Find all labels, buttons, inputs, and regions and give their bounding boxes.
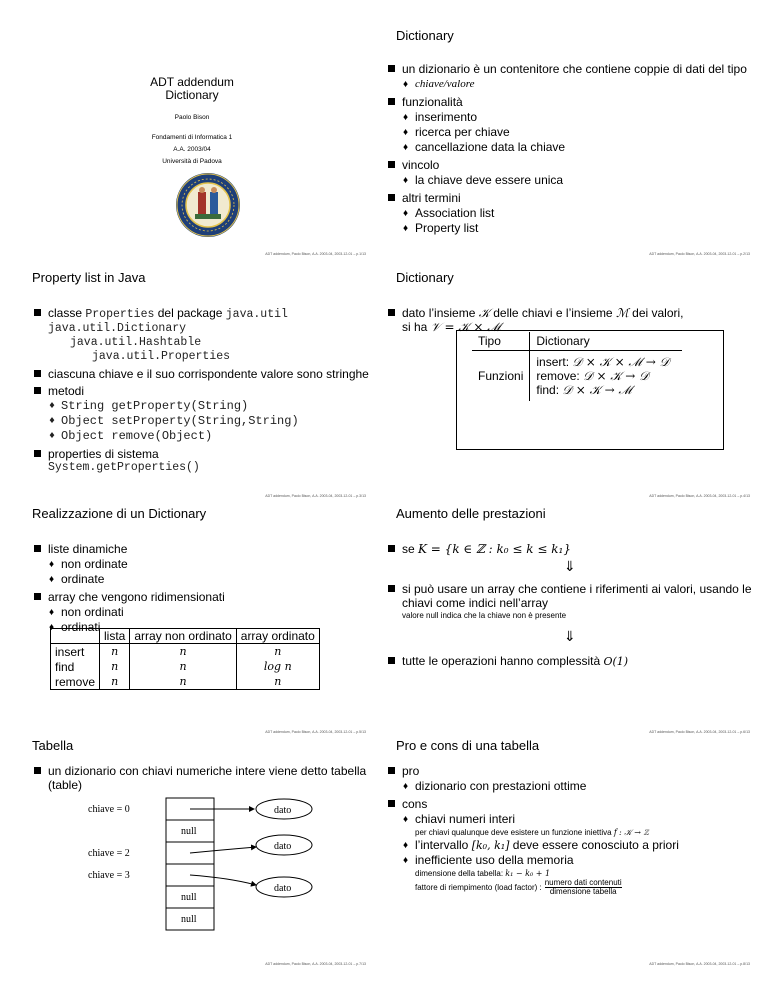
bullet: ciascuna chiave e il suo corrispondente valore sono stringhe [34,367,372,381]
method-item: ♦ Object remove(Object) [48,429,372,444]
table-header: array ordinato [236,629,319,644]
table-cell: n [130,674,236,690]
bullet: si può usare un array che contiene i riferimenti ai valori, usando le chiavi come indici nell’array valore null indica che la chiave non è presente [388,582,756,621]
table-cell: n [274,675,282,688]
sub-bullet: ♦ chiave/valore [402,77,754,92]
info-block [0,132,384,168]
bullet: un dizionario è un contenitore che contiene coppie di dati del tipo ♦ chiave/valore [388,62,754,92]
key-label: chiave = 2 [88,848,130,859]
bullet: liste dinamiche ♦ non ordinate ♦ ordinate [34,542,372,587]
doc-subtitle: Dictionary [165,88,219,102]
sub-bullet: ♦ ordinati [48,620,372,635]
implies-arrow-icon: ⇓ [564,558,576,574]
note: valore null indica che la chiave non è presente [402,611,567,620]
implies-arrow-icon: ⇓ [564,628,576,644]
slide-tabella: Tabella un dizionario con chiavi numeriche intere viene detto tabella (table) chiave = 0 chiave = 2 chiave = 3 null null null dato dato dato ADT addendum, Paolo Bison, A.A. 2003-04, 2003-12-01 – p.7/13 [0,730,384,970]
class-hierarchy: java.util.Dictionary java.util.Hashtable java.util.Properties [48,322,231,363]
sub-bullet: ♦ non ordinate [48,557,372,572]
table-cell: n [274,645,282,658]
university-seal-icon [175,172,241,238]
sub-bullet: ♦ cancellazione data la chiave [402,140,754,155]
slide-title-page: ADT addendum Dictionary Paolo Bison Fondamenti di Informatica 1 A.A. 2003/04 Università di Padova ADT addendum, Paolo Bison, A.A. 2003-04, 2003-12-01 – p.1/13 [0,20,384,260]
bullet: pro ♦ dizionario con prestazioni ottime [388,764,756,794]
cell-null: null [181,826,197,837]
table-cell: n [130,644,236,660]
slide-title: Dictionary [396,28,454,43]
slide-dictionary: Dictionary un dizionario è un contenitore che contiene coppie di dati del tipo ♦ chiave/valore funzionalità ♦ inserimento ♦ ricerca per chiave ♦ cancellazione data la chiave vincolo ♦ la chiave deve essere unica altri termini ♦ Association list ♦ Property list ADT addendum, Paolo Bison, A.A. 2003-04, 2003-12-01 – p.2/13 [384,20,768,260]
cell-null: null [181,892,197,903]
sub-bullet: ♦ inefficiente uso della memoria dimensione della tabella: k₁ − k₀ + 1 fattore di riempimento (load factor) : numero dati contenuti dimensione tabella [402,853,756,896]
academic-year: A.A. 2003/04 [173,146,211,153]
table-header: Dictionary [530,332,683,351]
slide-title: Property list in Java [32,270,146,285]
method-item: ♦ String getProperty(String) [48,399,372,414]
sub-bullet: ♦ ricerca per chiave [402,125,754,140]
slide-dictionary-definition: Dictionary dato l’insieme 𝒦 delle chiavi e l’insieme ℳ dei valori, si ha 𝒱 = 𝒦 × ℳ Tipo Dictionary Funzioni insert: 𝒟 × 𝒦 × ℳ → 𝒟 remove: 𝒟 × 𝒦 → 𝒟 find: 𝒟 × 𝒦 → ℳ ADT addendum, Paolo Bison, A.A. 2003-04, 2003-12-01 – p.4/13 [384,262,768,502]
slide-title: Realizzazione di un Dictionary [32,506,207,521]
bullet: metodi ♦ String getProperty(String) ♦ Object setProperty(String,String) ♦ Object remove(Object) [34,384,372,444]
bullet: array che vengono ridimensionati ♦ non ordinati ♦ ordinati [34,590,372,635]
bullet: classe Properties del package java.util java.util.Dictionary java.util.Hashtable java.util.Properties [34,306,372,364]
table-cell: n [100,659,130,674]
university: Università di Padova [162,158,222,165]
bullet: funzionalità ♦ inserimento ♦ ricerca per chiave ♦ cancellazione data la chiave [388,95,754,155]
table-header: array non ordinato [130,629,236,644]
sub-bullet: ♦ ordinate [48,572,372,587]
value-node: dato [274,883,292,894]
table-cell: n [100,644,130,660]
table-header [51,629,100,644]
complexity-table [50,628,320,690]
bullet: altri termini ♦ Association list ♦ Property list [388,191,754,236]
sub-bullet: ♦ Association list [402,206,754,221]
sub-bullet: ♦ Property list [402,221,754,236]
table-cell: log n [263,660,292,673]
sub-bullet: ♦ non ordinati [48,605,372,620]
slide-title: Aumento delle prestazioni [396,506,546,521]
table-header: Tipo [472,332,530,351]
table-cell: insert: 𝒟 × 𝒦 × ℳ → 𝒟 remove: 𝒟 × 𝒦 → 𝒟 find: 𝒟 × 𝒦 → ℳ [536,355,670,397]
sub-bullet: ♦ l’intervallo [k₀, k₁] deve essere conosciuto a priori [402,838,756,853]
slide-aumento-prestazioni: Aumento delle prestazioni se K = {k ∈ ℤ : k₀ ≤ k ≤ k₁} ⇓ si può usare un array che contiene i riferimenti ai valori, usando le chiavi come indici nell’array valore null indica che la chiave non è presente ⇓ tutte le operazioni hanno complessità O(1) ADT addendum, Paolo Bison, A.A. 2003-04, 2003-12-01 – p.6/13 [384,498,768,738]
bullet: vincolo ♦ la chiave deve essere unica [388,158,754,188]
sub-bullet: ♦ dizionario con prestazioni ottime [402,779,756,794]
cell-null: null [181,914,197,925]
value-node: dato [274,805,292,816]
sub-bullet: ♦ chiavi numeri interi per chiavi qualunque deve esistere un funzione iniettiva f : 𝒦 → ℤ [402,812,756,838]
key-label: chiave = 0 [88,804,130,815]
table-row-label: find [51,659,100,674]
table-frame [456,330,724,450]
value-node: dato [274,841,292,852]
bullet: se K = {k ∈ ℤ : k₀ ≤ k ≤ k₁} [388,542,756,556]
key-label: chiave = 3 [88,870,130,881]
table-header: lista [100,629,130,644]
sub-bullet: ♦ inserimento [402,110,754,125]
method-item: ♦ Object setProperty(String,String) [48,414,372,429]
slide-title: Tabella [32,738,74,753]
title-block [0,76,384,102]
bullet: tutte le operazioni hanno complessità O(1) [388,654,756,669]
bullet: dato l’insieme 𝒦 delle chiavi e l’insieme ℳ dei valori, si ha 𝒱 = 𝒦 × ℳ [388,306,756,334]
table-cell: n [130,659,236,674]
table-cell: n [100,674,130,690]
table-cell: Funzioni [472,351,530,402]
table-diagram [80,792,340,964]
table-row-label: insert [51,644,100,660]
course: Fondamenti di Informatica 1 [151,134,233,141]
author: Paolo Bison [174,114,210,121]
doc-title: ADT addendum [150,75,234,89]
slide-title: Pro e cons di una tabella [396,738,540,753]
table-row-label: remove [51,674,100,690]
slide-realizzazione: Realizzazione di un Dictionary liste dinamiche ♦ non ordinate ♦ ordinate array che vengono ridimensionati ♦ non ordinati ♦ ordinati lista array non ordinato array ordinato insert n n n find n n log n remove n n n ADT addendum, Paolo Bison, A.A. 2003-04, 2003-12-01 – p.5/13 [0,498,384,738]
bullet: un dizionario con chiavi numeriche intere viene detto tabella (table) [34,764,372,792]
sub-bullet: ♦ la chiave deve essere unica [402,173,754,188]
bullet: properties di sistema System.getProperties() [34,447,372,475]
bullet: cons ♦ chiavi numeri interi per chiavi qualunque deve esistere un funzione iniettiva f : 𝒦 → ℤ ♦ l’intervallo [k₀, k₁] deve essere conosciuto a priori ♦ inefficiente uso della memoria dimensione della tabella: k₁ − k₀ + 1 fattore di riempimento (load factor) : numero dati contenuti dimensione tabella [388,797,756,896]
slide-property-list-java: Property list in Java classe Properties del package java.util java.util.Dictionary java.util.Hashtable java.util.Properties ciascuna chiave e il suo corrispondente valore sono stringhe metodi ♦ String getProperty(String) ♦ Object setProperty(String,String) ♦ Object remove(Object) properties di sistema System.getProperties() ADT addendum, Paolo Bison, A.A. 2003-04, 2003-12-01 – p.3/13 [0,262,384,502]
slide-pro-cons: Pro e cons di una tabella pro ♦ dizionario con prestazioni ottime cons ♦ chiavi numeri interi per chiavi qualunque deve esistere un funzione iniettiva f : 𝒦 → ℤ ♦ l’intervallo [k₀, k₁] deve essere conosciuto a priori ♦ inefficiente uso della memoria dimensione della tabella: k₁ − k₀ + 1 fattore di riempimento (load factor) : numero dati contenuti dimensione tabella ADT addendum, Paolo Bison, A.A. 2003-04, 2003-12-01 – p.8/13 [384,730,768,970]
slide-title: Dictionary [396,270,454,285]
